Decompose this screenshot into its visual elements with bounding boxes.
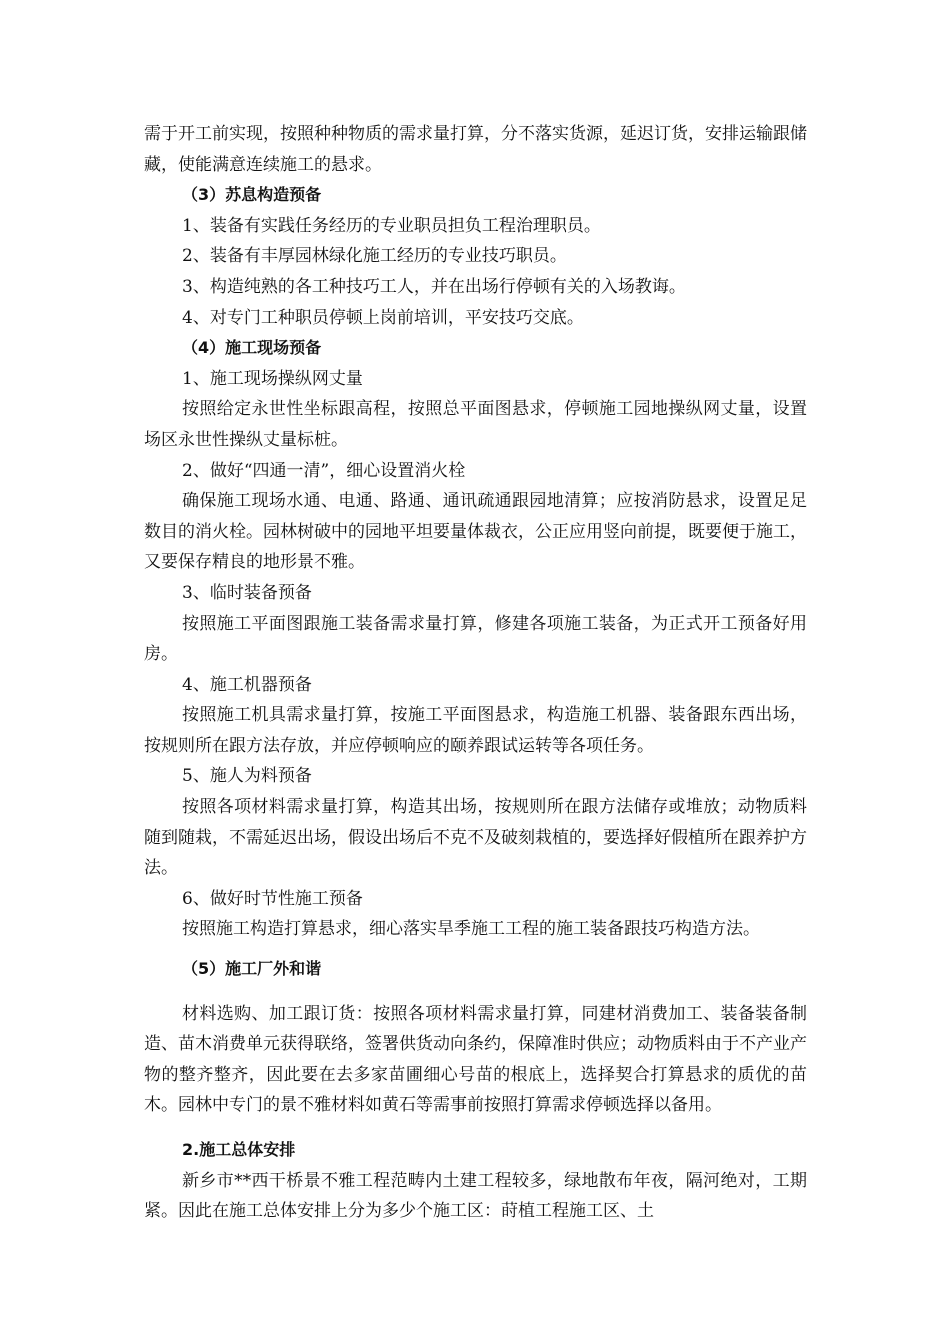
list-item: 1、装备有实践任务经历的专业职员担负工程治理职员。	[182, 215, 601, 236]
section-heading-3: （3）苏息构造预备	[182, 185, 322, 205]
subheading: 3、临时装备预备	[182, 582, 312, 603]
document-body	[144, 119, 807, 1227]
paragraph: 按照施工平面图跟施工装备需求量打算，修建各项施工装备，为正式开工预备好用房。	[144, 613, 807, 665]
subheading: 4、施工机器预备	[182, 674, 312, 695]
list-item: 3、构造纯熟的各工种技巧工人，并在出场行停顿有关的入场教诲。	[182, 276, 686, 297]
subheading: 6、做好时节性施工预备	[182, 888, 363, 909]
subheading: 2、做好“四通一清”，细心设置消火栓	[182, 460, 466, 481]
paragraph: 新乡市**西干桥景不雅工程范畴内土建工程较多，绿地散布年夜，隔河绝对，工期紧。因此在施工总体安排上分为多少个施工区：莳植工程施工区、土	[144, 1170, 807, 1222]
paragraph: 确保施工现场水通、电通、路通、通讯疏通跟园地清算；应按消防悬求，设置足足数目的消火栓。园林树破中的园地平坦要量体裁衣，公正应用竖向前提，既要便于施工，又要保存精良的地形景不雅。	[144, 491, 807, 573]
section-heading-2: 2.施工总体安排	[182, 1140, 296, 1159]
section-heading-4: （4）施工现场预备	[182, 338, 322, 358]
subheading: 1、施工现场操纵网丈量	[182, 368, 363, 389]
list-item: 4、对专门工种职员停顿上岗前培训，平安技巧交底。	[182, 307, 584, 328]
list-item: 2、装备有丰厚园林绿化施工经历的专业技巧职员。	[182, 246, 567, 267]
paragraph-intro: 需于开工前实现，按照种种物质的需求量打算，分不落实货源，延迟订货，安排运输跟储藏，使能满意连续施工的悬求。	[144, 124, 807, 175]
paragraph: 材料选购、加工跟订货：按照各项材料需求量打算，同建材消费加工、装备装备制造、苗木消费单元获得联络，签署供货动向条约，保障准时供应；动物质料由于不产业产物的整齐整齐，因此要在去多家苗圃细心号苗的根底上，选择契合打算悬求的质优的苗木。园林中专门的景不雅材料如黄石等需事前按照打算需求停顿选择以备用。	[144, 1003, 807, 1116]
section-heading-5: （5）施工厂外和谐	[182, 959, 322, 979]
paragraph: 按照施工机具需求量打算，按施工平面图悬求，构造施工机器、装备跟东西出场，按规则所在跟方法存放，并应停顿响应的颐养跟试运转等各项任务。	[144, 705, 807, 756]
paragraph: 按照各项材料需求量打算，构造其出场，按规则所在跟方法储存或堆放；动物质料随到随栽，不需延迟出场，假设出场后不克不及破刻栽植的，要选择好假植所在跟养护方法。	[144, 797, 807, 879]
paragraph: 按照给定永世性坐标跟高程，按照总平面图悬求，停顿施工园地操纵网丈量，设置场区永世性操纵丈量标桩。	[144, 399, 807, 450]
subheading: 5、施人为料预备	[182, 766, 312, 787]
paragraph: 按照施工构造打算悬求，细心落实旱季施工工程的施工装备跟技巧构造方法。	[182, 919, 760, 940]
